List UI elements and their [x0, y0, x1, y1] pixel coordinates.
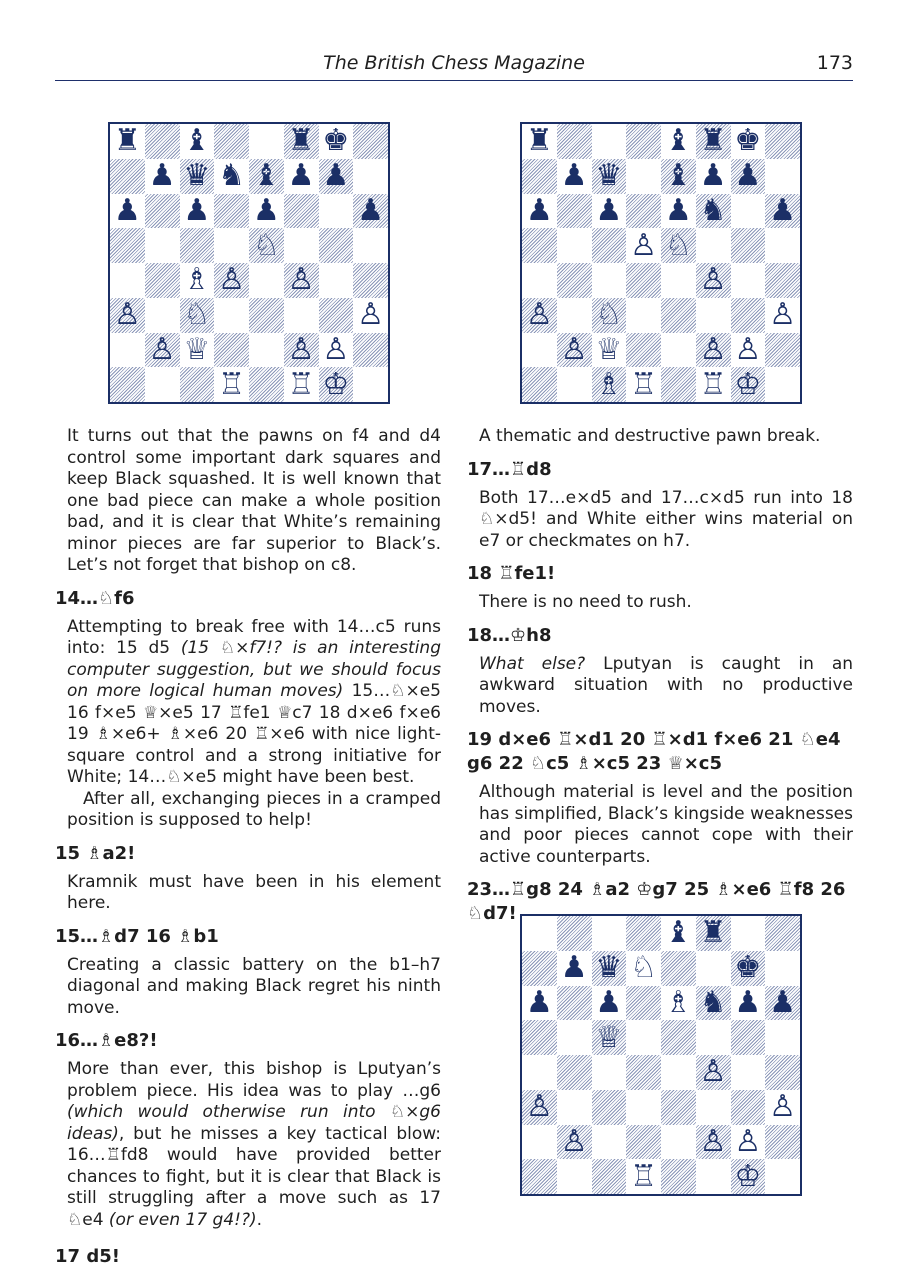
left-column — [55, 426, 441, 1275]
board-square — [592, 951, 627, 986]
paragraph: More than ever, this bishop is Lputyan’s problem piece. His idea was to play …g6 (which would otherwise run into ♘×g6 ideas), but he misses a key tactical blow: 16…♖fd8 would have provided better chances to fight, but it is clear that Black is still struggling after a move such as 17 ♘e4 (or even 17 g4!?). — [67, 1059, 441, 1230]
paragraph: After all, exchanging pieces in a cramped position is supposed to help! — [67, 788, 441, 830]
black-pawn-icon: ♟ — [560, 158, 588, 194]
black-knight-icon: ♞ — [699, 193, 727, 228]
board-square — [696, 263, 731, 298]
board-square — [626, 263, 661, 298]
white-pawn-icon: ♙ — [699, 1055, 727, 1090]
move-heading: 14…♘f6 — [55, 587, 135, 609]
board-square — [592, 194, 627, 229]
board-square — [145, 298, 180, 333]
black-king-icon: ♚ — [322, 124, 350, 159]
board-square — [696, 1090, 731, 1125]
board-square — [557, 159, 592, 194]
board-square — [145, 263, 180, 298]
board-square — [110, 367, 145, 402]
paragraph: There is no need to rush. — [479, 592, 692, 612]
board-square — [661, 1159, 696, 1194]
black-bishop-icon: ♝ — [664, 916, 692, 951]
white-pawn-icon: ♙ — [699, 263, 727, 298]
white-pawn-icon: ♙ — [699, 1124, 727, 1159]
board-square — [696, 1055, 731, 1090]
board-square — [319, 194, 354, 229]
board-square — [592, 986, 627, 1021]
board-square — [214, 263, 249, 298]
board-square — [214, 228, 249, 263]
board-square — [557, 333, 592, 368]
black-pawn-icon: ♟ — [664, 193, 692, 228]
board-square — [353, 333, 388, 368]
board-square — [180, 367, 215, 402]
board-square — [557, 367, 592, 402]
board-square — [319, 263, 354, 298]
board-square — [592, 1125, 627, 1160]
board-square — [319, 228, 354, 263]
board-square — [557, 298, 592, 333]
paragraph: Although material is level and the position has simplified, Black’s kingside weaknesses and poor pieces cannot cope with their active counterparts. — [479, 782, 853, 867]
move-heading: 23…♖g8 24 ♗a2 ♔g7 25 ♗×e6 ♖f8 26 ♘d7! — [467, 879, 846, 924]
board-square — [214, 194, 249, 229]
board-square — [145, 124, 180, 159]
black-bishop-icon: ♝ — [183, 124, 211, 159]
board-square — [696, 367, 731, 402]
board-square — [765, 228, 800, 263]
black-pawn-icon: ♟ — [148, 158, 176, 194]
white-rook-icon: ♖ — [287, 367, 315, 402]
board-square — [626, 986, 661, 1021]
paragraph: Both 17…e×d5 and 17…c×d5 run into 18 ♘×d5! and White either wins material on e7 or checkmates on h7. — [479, 487, 853, 551]
black-rook-icon: ♜ — [113, 124, 141, 159]
board-square — [765, 333, 800, 368]
black-rook-icon: ♜ — [525, 124, 553, 159]
board-square — [731, 1055, 766, 1090]
board-square — [319, 333, 354, 368]
white-knight-icon: ♘ — [630, 950, 658, 986]
board-square — [249, 298, 284, 333]
board-square — [110, 298, 145, 333]
black-pawn-icon: ♟ — [769, 193, 797, 228]
board-square — [145, 333, 180, 368]
board-square — [592, 263, 627, 298]
board-square — [522, 228, 557, 263]
board-square — [661, 194, 696, 229]
black-knight-icon: ♞ — [218, 158, 246, 194]
white-pawn-icon: ♙ — [218, 263, 246, 298]
board-square — [765, 194, 800, 229]
white-rook-icon: ♖ — [630, 1159, 658, 1194]
board-square — [731, 159, 766, 194]
board-square — [626, 124, 661, 159]
black-queen-icon: ♛ — [183, 158, 211, 194]
black-pawn-icon: ♟ — [113, 193, 141, 228]
board-square — [319, 159, 354, 194]
board-square — [626, 159, 661, 194]
black-queen-icon: ♛ — [595, 950, 623, 986]
chess-diagram-3 — [520, 914, 802, 1196]
board-square — [249, 124, 284, 159]
white-rook-icon: ♖ — [218, 367, 246, 402]
page-number: 173 — [816, 52, 853, 74]
board-square — [765, 124, 800, 159]
black-rook-icon: ♜ — [699, 124, 727, 159]
white-queen-icon: ♕ — [595, 1020, 623, 1055]
board-square — [522, 194, 557, 229]
white-knight-icon: ♘ — [664, 228, 692, 263]
board-square — [626, 1159, 661, 1194]
board-square — [522, 1090, 557, 1125]
running-header — [55, 44, 853, 81]
board-square — [661, 1020, 696, 1055]
board-square — [284, 159, 319, 194]
black-pawn-icon: ♟ — [595, 985, 623, 1020]
move-heading: 15…♗d7 16 ♗b1 — [55, 925, 219, 947]
paragraph: What else? Lputyan is caught in an awkward situation with no productive moves. — [479, 653, 854, 717]
move-heading: 16…♗e8?! — [55, 1030, 158, 1051]
board-square — [110, 228, 145, 263]
board-square — [731, 1020, 766, 1055]
board-square — [180, 298, 215, 333]
board-square — [557, 1020, 592, 1055]
white-pawn-icon: ♙ — [287, 263, 315, 298]
paragraph: Kramnik must have been in his element here. — [67, 871, 441, 913]
board-square — [249, 194, 284, 229]
board-square — [180, 194, 215, 229]
board-square — [214, 124, 249, 159]
move-heading: 17…♖d8 — [467, 458, 552, 480]
black-pawn-icon: ♟ — [734, 158, 762, 194]
board-square — [626, 194, 661, 229]
board-square — [626, 1125, 661, 1160]
white-king-icon: ♔ — [734, 1159, 762, 1194]
black-pawn-icon: ♟ — [699, 158, 727, 194]
board-square — [522, 986, 557, 1021]
board-square — [592, 228, 627, 263]
board-square — [180, 228, 215, 263]
board-square — [661, 124, 696, 159]
board-square — [626, 1090, 661, 1125]
board-square — [626, 1055, 661, 1090]
board-square — [592, 1090, 627, 1125]
black-pawn-icon: ♟ — [322, 158, 350, 194]
board-square — [731, 124, 766, 159]
board-square — [145, 228, 180, 263]
board-square — [284, 298, 319, 333]
board-square — [696, 1125, 731, 1160]
white-pawn-icon: ♙ — [769, 297, 797, 333]
board-square — [731, 1159, 766, 1194]
board-square — [661, 1125, 696, 1160]
board-square — [731, 1090, 766, 1125]
board-square — [765, 159, 800, 194]
black-king-icon: ♚ — [734, 950, 762, 986]
board-square — [353, 159, 388, 194]
white-bishop-icon: ♗ — [595, 367, 623, 402]
board-square — [592, 367, 627, 402]
black-rook-icon: ♜ — [287, 124, 315, 159]
board-square — [180, 263, 215, 298]
board-square — [214, 159, 249, 194]
board-square — [353, 228, 388, 263]
board-square — [284, 333, 319, 368]
black-pawn-icon: ♟ — [357, 193, 385, 228]
move-heading: 15 ♗a2! — [55, 842, 136, 864]
board-square — [661, 1090, 696, 1125]
white-pawn-icon: ♙ — [630, 228, 658, 263]
chess-diagram-1 — [108, 122, 390, 404]
paragraph: A thematic and destructive pawn break. — [479, 426, 821, 446]
board-square — [284, 194, 319, 229]
board-square — [110, 263, 145, 298]
board-square — [731, 367, 766, 402]
board-square — [522, 333, 557, 368]
board-square — [765, 1020, 800, 1055]
board-square — [284, 367, 319, 402]
board-square — [765, 298, 800, 333]
black-rook-icon: ♜ — [699, 916, 727, 951]
board-square — [249, 333, 284, 368]
white-pawn-icon: ♙ — [287, 332, 315, 367]
white-queen-icon: ♕ — [183, 332, 211, 367]
black-pawn-icon: ♟ — [252, 193, 280, 228]
white-pawn-icon: ♙ — [734, 1124, 762, 1159]
white-rook-icon: ♖ — [699, 367, 727, 402]
board-square — [145, 159, 180, 194]
board-square — [214, 333, 249, 368]
board-square — [522, 951, 557, 986]
board-square — [522, 1125, 557, 1160]
board-square — [626, 333, 661, 368]
white-pawn-icon: ♙ — [769, 1089, 797, 1125]
black-queen-icon: ♛ — [595, 158, 623, 194]
board-square — [731, 228, 766, 263]
black-king-icon: ♚ — [734, 124, 762, 159]
board-square — [522, 1159, 557, 1194]
black-pawn-icon: ♟ — [287, 158, 315, 194]
board-square — [110, 333, 145, 368]
board-square — [353, 124, 388, 159]
board-square — [731, 986, 766, 1021]
black-pawn-icon: ♟ — [560, 950, 588, 986]
board-square — [731, 333, 766, 368]
board-square — [284, 263, 319, 298]
board-square — [319, 124, 354, 159]
board-square — [626, 298, 661, 333]
board-square — [765, 1055, 800, 1090]
board-square — [731, 298, 766, 333]
board-square — [557, 951, 592, 986]
right-column — [467, 426, 853, 932]
white-pawn-icon: ♙ — [322, 332, 350, 367]
board-square — [110, 159, 145, 194]
board-square — [522, 298, 557, 333]
board-square — [557, 1055, 592, 1090]
paragraph: It turns out that the pawns on f4 and d4 control some important dark squares and keep Black squashed. It is well known that one bad piece can make a whole position bad, and it is clear that White’s remaining minor pieces are far superior to Black’s. Let’s not forget that bishop on c8. — [67, 426, 441, 575]
white-pawn-icon: ♙ — [734, 332, 762, 367]
board-square — [522, 263, 557, 298]
board-square — [696, 298, 731, 333]
white-pawn-icon: ♙ — [560, 1124, 588, 1159]
board-square — [319, 298, 354, 333]
paragraph: Creating a classic battery on the b1–h7 diagonal and making Black regret his ninth move. — [67, 954, 441, 1018]
board-square — [249, 263, 284, 298]
white-rook-icon: ♖ — [630, 367, 658, 402]
board-square — [522, 124, 557, 159]
chess-diagram-2 — [520, 122, 802, 404]
board-square — [626, 1020, 661, 1055]
board-square — [765, 1090, 800, 1125]
board-square — [696, 1159, 731, 1194]
board-square — [319, 367, 354, 402]
white-pawn-icon: ♙ — [560, 332, 588, 367]
board-square — [180, 124, 215, 159]
board-square — [661, 159, 696, 194]
black-pawn-icon: ♟ — [525, 193, 553, 228]
board-square — [731, 194, 766, 229]
board-square — [180, 159, 215, 194]
board-square — [731, 1125, 766, 1160]
board-square — [180, 333, 215, 368]
board-square — [765, 367, 800, 402]
board-square — [592, 124, 627, 159]
black-knight-icon: ♞ — [699, 985, 727, 1020]
board-square — [765, 951, 800, 986]
move-heading: 18…♔h8 — [467, 624, 552, 646]
board-square — [214, 367, 249, 402]
board-square — [284, 124, 319, 159]
board-square — [592, 159, 627, 194]
board-square — [661, 263, 696, 298]
board-square — [661, 298, 696, 333]
board-square — [661, 367, 696, 402]
board-square — [696, 194, 731, 229]
board-square — [626, 228, 661, 263]
board-square — [353, 298, 388, 333]
black-pawn-icon: ♟ — [734, 985, 762, 1020]
board-square — [249, 367, 284, 402]
white-pawn-icon: ♙ — [525, 297, 553, 333]
white-king-icon: ♔ — [734, 367, 762, 402]
board-square — [249, 159, 284, 194]
white-pawn-icon: ♙ — [525, 1089, 553, 1125]
white-queen-icon: ♕ — [595, 332, 623, 367]
board-square — [592, 1159, 627, 1194]
board-square — [626, 367, 661, 402]
board-square — [214, 298, 249, 333]
white-knight-icon: ♘ — [595, 297, 623, 333]
black-pawn-icon: ♟ — [769, 985, 797, 1020]
board-square — [696, 986, 731, 1021]
board-square — [353, 263, 388, 298]
board-square — [661, 1055, 696, 1090]
board-square — [592, 333, 627, 368]
board-square — [557, 263, 592, 298]
board-square — [557, 1125, 592, 1160]
board-square — [696, 951, 731, 986]
board-square — [626, 951, 661, 986]
white-pawn-icon: ♙ — [357, 297, 385, 333]
move-heading: 18 ♖fe1! — [467, 563, 556, 584]
board-square — [522, 1020, 557, 1055]
board-square — [661, 228, 696, 263]
board-square — [661, 333, 696, 368]
move-heading: 19 d×e6 ♖×d1 20 ♖×d1 f×e6 21 ♘e4 g6 22 ♘c5 ♗×c5 23 ♕×c5 — [467, 729, 841, 774]
board-square — [353, 367, 388, 402]
board-square — [522, 1055, 557, 1090]
board-square — [557, 228, 592, 263]
board-square — [284, 228, 319, 263]
board-square — [765, 1125, 800, 1160]
white-pawn-icon: ♙ — [699, 332, 727, 367]
board-square — [765, 1159, 800, 1194]
white-pawn-icon: ♙ — [148, 332, 176, 367]
white-knight-icon: ♘ — [252, 228, 280, 263]
board-square — [661, 986, 696, 1021]
move-heading: 17 d5! — [55, 1246, 120, 1267]
board-square — [696, 333, 731, 368]
board-square — [557, 124, 592, 159]
white-bishop-icon: ♗ — [664, 985, 692, 1020]
black-bishop-icon: ♝ — [664, 158, 692, 194]
board-square — [522, 159, 557, 194]
paragraph: Attempting to break free with 14…c5 runs into: 15 d5 (15 ♘×f7!? is an interesting computer suggestion, but we should focus on more logical human moves) 15…♘×e5 16 f×e5 ♕×e5 17 ♖fe1 ♕c7 18 d×e6 f×e6 19 ♗×e6+ ♗×e6 20 ♖×e6 with nice light-square control and a strong initiative for White; 14…♘×e5 might have been best. — [67, 616, 441, 787]
board-square — [592, 1020, 627, 1055]
board-square — [765, 263, 800, 298]
white-pawn-icon: ♙ — [113, 297, 141, 333]
magazine-title: The British Chess Magazine — [323, 52, 585, 74]
board-square — [592, 1055, 627, 1090]
black-pawn-icon: ♟ — [183, 193, 211, 228]
board-square — [696, 159, 731, 194]
board-square — [557, 194, 592, 229]
board-square — [353, 194, 388, 229]
board-square — [696, 1020, 731, 1055]
board-square — [731, 263, 766, 298]
board-square — [557, 1159, 592, 1194]
board-square — [731, 951, 766, 986]
board-square — [145, 194, 180, 229]
white-bishop-icon: ♗ — [183, 263, 211, 298]
black-pawn-icon: ♟ — [525, 985, 553, 1020]
board-square — [557, 1090, 592, 1125]
black-pawn-icon: ♟ — [595, 193, 623, 228]
board-square — [696, 124, 731, 159]
black-bishop-icon: ♝ — [664, 124, 692, 159]
white-king-icon: ♔ — [322, 367, 350, 402]
black-bishop-icon: ♝ — [252, 158, 280, 194]
board-square — [110, 194, 145, 229]
board-square — [522, 367, 557, 402]
board-square — [765, 986, 800, 1021]
board-square — [661, 951, 696, 986]
white-knight-icon: ♘ — [183, 297, 211, 333]
board-square — [592, 298, 627, 333]
board-square — [110, 124, 145, 159]
board-square — [249, 228, 284, 263]
board-square — [696, 228, 731, 263]
board-square — [557, 986, 592, 1021]
board-square — [145, 367, 180, 402]
